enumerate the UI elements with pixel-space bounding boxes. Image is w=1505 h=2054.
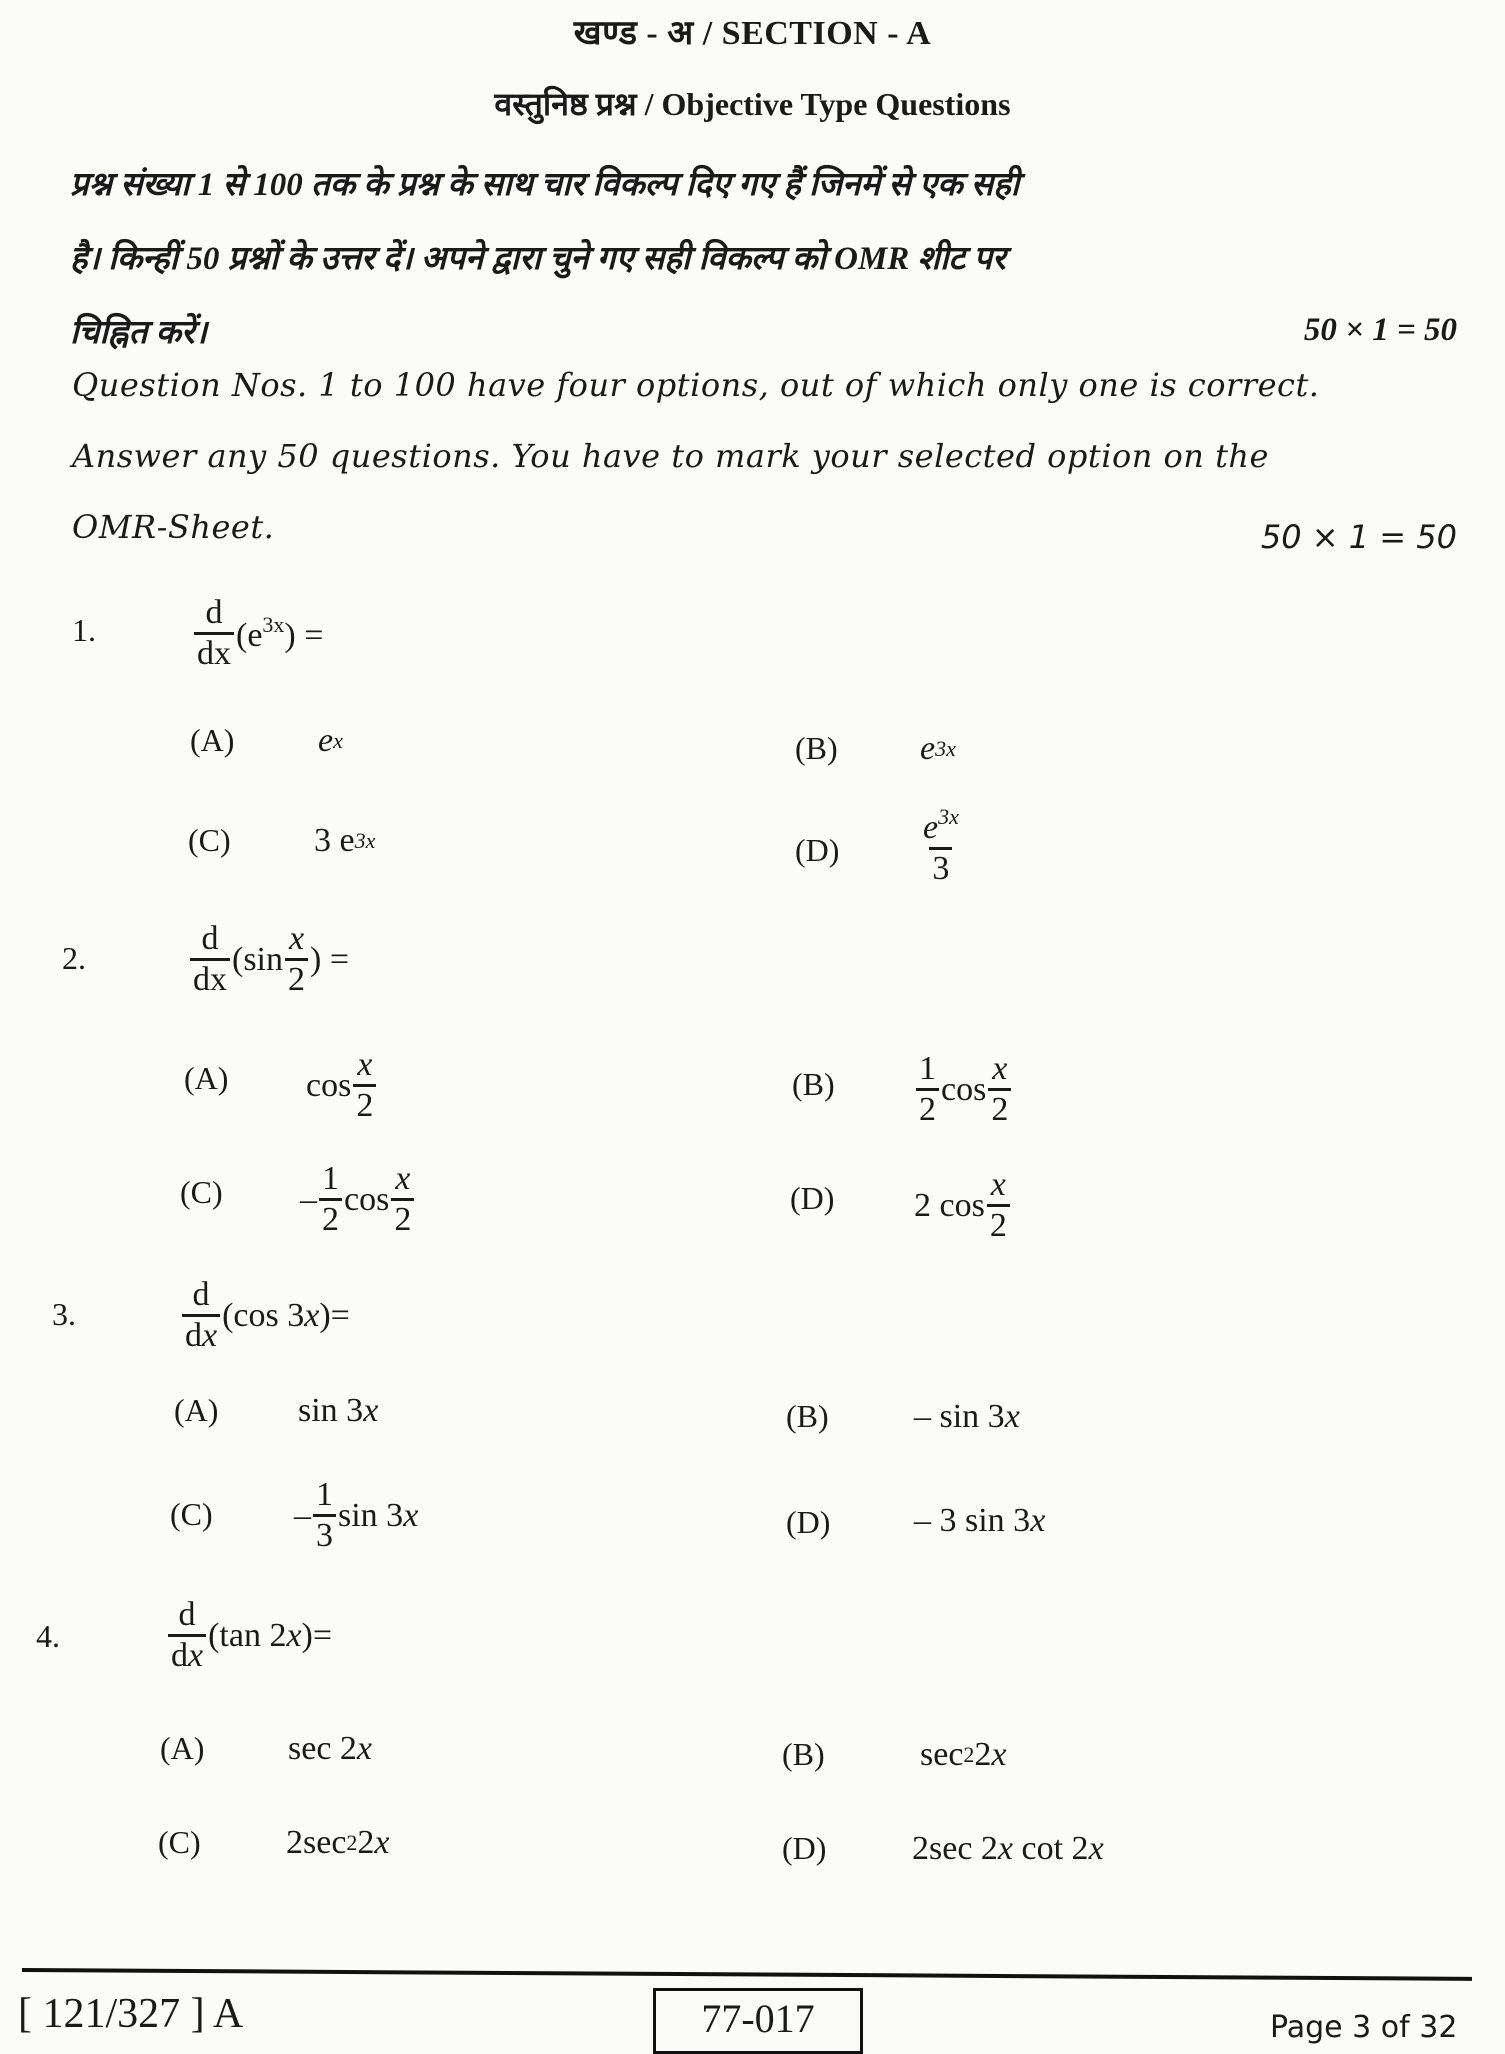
option-a-label[interactable]: (A): [190, 722, 235, 758]
option-d-value[interactable]: – 3 sin 3 x: [914, 1502, 1046, 1539]
option-a-label[interactable]: (A): [160, 1730, 205, 1766]
hindi-line-1: प्रश्न संख्या 1 से 100 तक के प्रश्न के साथ चार विकल्प दिए गए हैं जिनमें से एक सही: [70, 167, 1020, 203]
option-a-value[interactable]: e x: [318, 722, 343, 759]
question-stem: $\frac{d}{dx}$ (tan 2 x )=: [166, 1598, 332, 1673]
section-subtitle: वस्तुनिष्ठ प्रश्न / Objective Type Questions: [494, 86, 1011, 122]
derivative-operator: $\frac{d}{dx}$: [182, 1278, 220, 1353]
option-b-value[interactable]: sec 2 2 x: [920, 1736, 1007, 1773]
derivative-operator: $\frac{d}{dx}$: [194, 596, 234, 671]
section-title: खण्ड - अ / SECTION - A: [573, 15, 932, 52]
question-number: 3.: [52, 1296, 76, 1332]
derivative-operator: $\frac{d}{dx}$: [190, 922, 230, 997]
option-b-value[interactable]: e 3x: [920, 730, 956, 767]
option-a-value[interactable]: cos $\frac{x}{2}$: [306, 1048, 378, 1123]
option-c-value[interactable]: 2sec 2 2 x: [286, 1824, 390, 1861]
option-d-value[interactable]: 2 cos $\frac{x}{2}$: [914, 1168, 1012, 1243]
option-c-value[interactable]: – $\frac{1}{2}$ cos $\frac{x}{2}$: [300, 1162, 416, 1237]
option-c-value[interactable]: – $\frac{1}{3}$ sin 3 x: [294, 1476, 419, 1554]
option-a-value[interactable]: sec 2 x: [288, 1730, 373, 1767]
english-line-2: Answer any 50 questions. You have to mark your selected option on the: [72, 437, 1269, 475]
hindi-line-2: है। किन्हीं 50 प्रश्नों के उत्तर दें। अपने द्वारा चुने गए सही विकल्प को OMR शीट पर: [70, 241, 1006, 277]
question-stem: $\frac{d}{dx}$ (sin $\frac{x}{2}$ ) =: [188, 922, 349, 997]
instructions-hindi: [70, 148, 1460, 370]
option-c-label[interactable]: (C): [170, 1496, 213, 1532]
question-number: 4.: [36, 1618, 60, 1654]
question-stem: $\frac{d}{dx}$ (cos 3 x )=: [180, 1278, 350, 1353]
option-c-label[interactable]: (C): [158, 1824, 201, 1860]
page-number: Page 3 of 32: [1270, 2010, 1458, 2045]
option-c-value[interactable]: 3 e 3x: [314, 822, 376, 859]
hindi-marks: 50 × 1 = 50: [1303, 312, 1457, 348]
option-d-value[interactable]: $\frac{e^{3x}}{3}$: [923, 804, 959, 887]
derivative-operator: $\frac{d}{dx}$: [168, 1598, 206, 1673]
footer-rule: [22, 1968, 1472, 1981]
question-stem: $\frac{d}{dx}$ $(e^{3x})$ =: [192, 596, 323, 671]
option-a-value[interactable]: sin 3 x: [298, 1392, 379, 1429]
booklet-code-box: 77-017: [653, 1988, 863, 2054]
option-d-label[interactable]: (D): [782, 1830, 827, 1866]
option-b-value[interactable]: – sin 3 x: [914, 1398, 1020, 1435]
option-b-label[interactable]: (B): [786, 1398, 829, 1434]
option-b-label[interactable]: (B): [792, 1066, 835, 1102]
paper-code: [ 121/327 ] A: [18, 1991, 244, 2037]
option-c-label[interactable]: (C): [188, 822, 231, 858]
english-marks: 50 × 1 = 50: [1260, 518, 1457, 556]
hindi-line-3: चिह्नित करें।: [70, 315, 207, 351]
question-number: 2.: [62, 940, 86, 976]
option-b-label[interactable]: (B): [795, 730, 838, 766]
option-d-label[interactable]: (D): [786, 1504, 831, 1540]
option-b-value[interactable]: $\frac{1}{2}$ cos $\frac{x}{2}$: [914, 1052, 1013, 1127]
option-b-label[interactable]: (B): [782, 1736, 825, 1772]
option-d-value[interactable]: 2sec 2 x cot 2 x: [912, 1830, 1104, 1867]
english-line-3: OMR-Sheet.: [72, 508, 275, 546]
instructions-english: [72, 350, 1460, 563]
option-c-label[interactable]: (C): [180, 1174, 223, 1210]
option-d-label[interactable]: (D): [790, 1180, 835, 1216]
question-number: 1.: [72, 612, 96, 648]
english-line-1: Question Nos. 1 to 100 have four options, out of which only one is correct.: [72, 366, 1320, 404]
option-d-label[interactable]: (D): [795, 832, 840, 868]
option-a-label[interactable]: (A): [184, 1060, 229, 1096]
option-a-label[interactable]: (A): [174, 1392, 219, 1428]
